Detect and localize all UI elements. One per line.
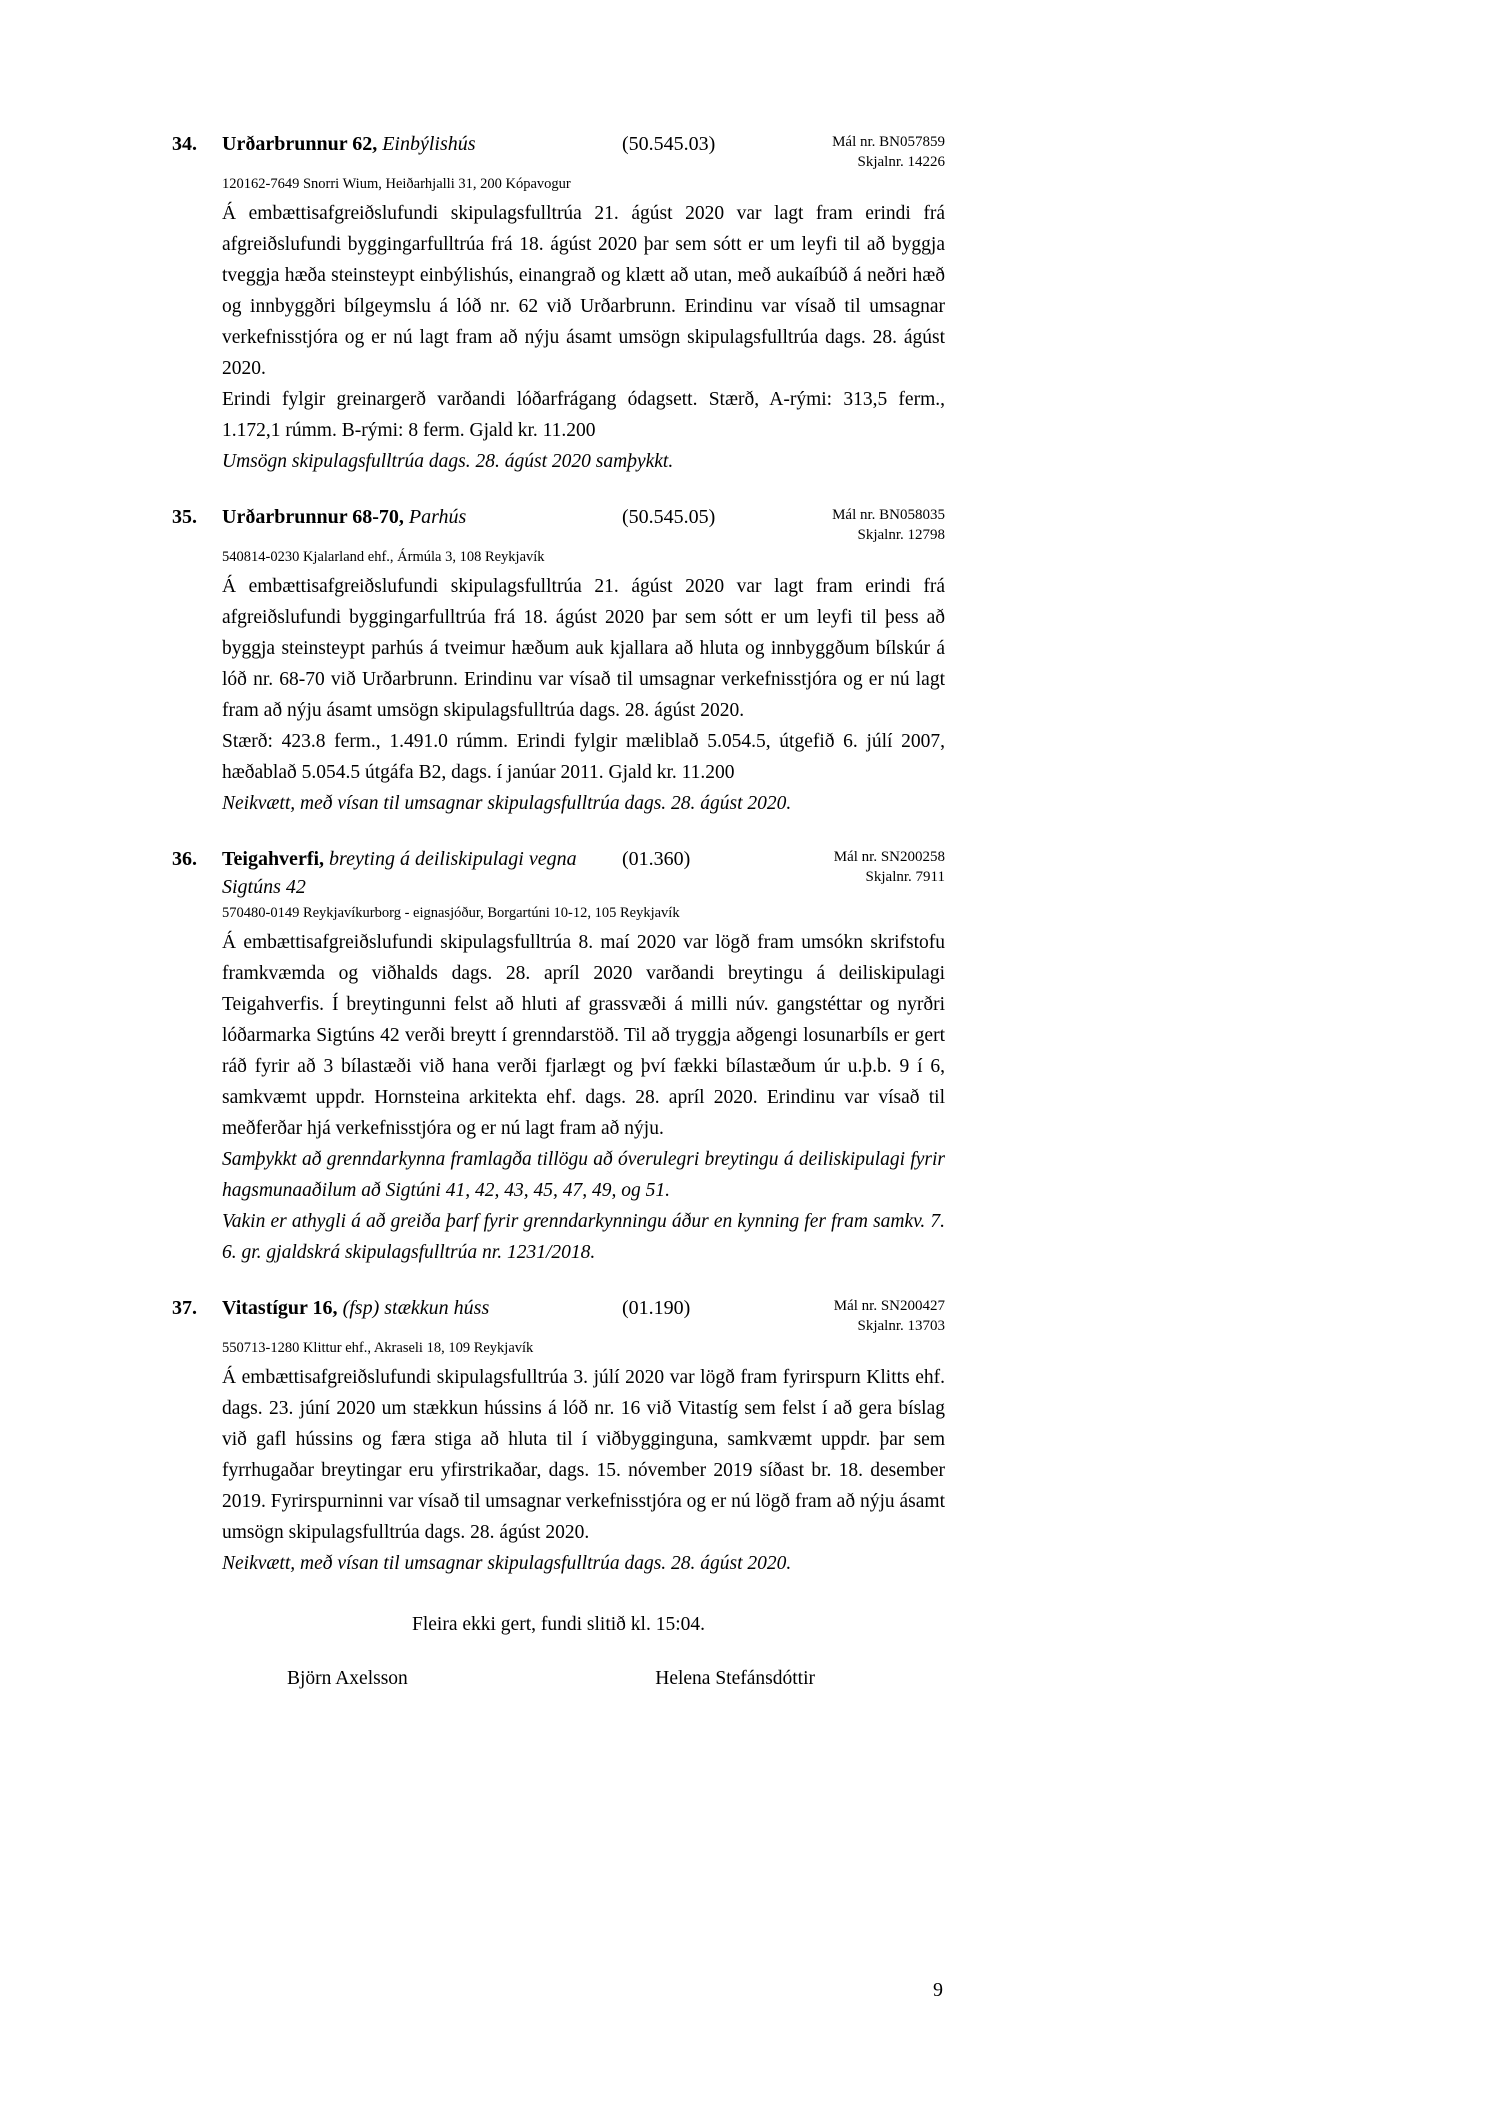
closing-line: Fleira ekki gert, fundi slitið kl. 15:04. [411, 1614, 705, 1635]
skjal-nr: Skjalnr. 12798 [857, 527, 945, 543]
body-paragraph: Á embættisafgreiðslufundi skipulagsfulltrúa 21. ágúst 2020 var lagt fram erindi frá afgreiðslufundi byggingarfulltrúa frá 18. ágúst 2020 þar sem sótt er um leyfi til að byggja tveggja hæða steinsteypt einbýlishús, einangrað og klætt að utan, með aukaíbúð á neðri hæð og innbyggðri bílgeymslu á lóð nr. 62 við Urðarbrunn. Erindinu var vísað til umsagnar verkefnisstjóra og er nú lagt fram að nýju ásamt umsögn skipulagsfulltrúa dags. 28. ágúst 2020. [222, 203, 945, 379]
case-reference [832, 130, 945, 172]
page-number: 9 [933, 1979, 943, 2001]
item-plan-code: (01.360) [622, 848, 691, 870]
item-header [222, 130, 945, 172]
body-paragraph: Á embættisafgreiðslufundi skipulagsfulltrúa 3. júlí 2020 var lögð fram fyrirspurn Klitts ehf. dags. 23. júní 2020 um stækkun hússins á lóð nr. 16 við Vitastíg sem felst í að gera bíslag við gafl hússins og færa stiga að hluta til í viðbygginguna, samkvæmt uppdr. þar sem fyrrhugaðar breytingar eru yfirstrikaðar, dags. 15. nóvember 2019 síðast br. 18. desember 2019. Fyrirspurninni var vísað til umsagnar verkefnisstjóra og er nú lögð fram að nýju ásamt umsögn skipulagsfulltrúa dags. 28. ágúst 2020. [222, 1367, 945, 1543]
skjal-nr: Skjalnr. 7911 [865, 869, 945, 885]
registrant-line: 540814-0230 Kjalarland ehf., Ármúla 3, 108 Reykjavík [222, 549, 545, 565]
item-title-address: Teigahverfi, [222, 848, 325, 870]
body-paragraph: Erindi fylgir greinargerð varðandi lóðarfrágang ódagsett. Stærð, A-rými: 313,5 ferm., 1.172,1 rúmm. B-rými: 8 ferm. Gjald kr. 11.200 [222, 389, 945, 441]
mal-nr: Mál nr. BN058035 [832, 507, 945, 523]
verdict-paragraph: Neikvætt, með vísan til umsagnar skipulagsfulltrúa dags. 28. ágúst 2020. [222, 1553, 792, 1574]
item-header [222, 503, 945, 545]
agenda-item-35 [172, 503, 945, 819]
signature-bjorn-axelsson: Björn Axelsson [287, 1668, 408, 1689]
document-content [172, 130, 945, 1694]
item-plan-code: (01.190) [622, 1297, 691, 1319]
item-title [222, 845, 622, 901]
registrant-line: 120162-7649 Snorri Wium, Heiðarhjalli 31, 200 Kópavogur [222, 176, 571, 192]
body-paragraph: Á embættisafgreiðslufundi skipulagsfulltrúa 8. maí 2020 var lögð fram umsókn skrifstofu framkvæmda og viðhalds dags. 28. apríl 2020 varðandi breytingu á deiliskipulagi Teigahverfis. Í breytingunni felst að hluti af grassvæði á milli núv. gangstéttar og nyrðri lóðarmarka Sigtúns 42 verði breytt í grenndarstöð. Til að tryggja aðgengi losunarbíls er gert ráð fyrir að 3 bílastæði við hana verði fjarlægt og því fækki bílastæðum úr u.þ.b. 9 í 6, samkvæmt uppdr. Hornsteina arkitekta ehf. dags. 28. apríl 2020. Erindinu var vísað til meðferðar hjá verkefnisstjóra og er nú lagt fram að nýju. [222, 932, 945, 1139]
item-title [222, 503, 622, 531]
mal-nr: Mál nr. SN200258 [833, 849, 945, 865]
skjal-nr: Skjalnr. 14226 [857, 154, 945, 170]
item-plan-code: (50.545.03) [622, 133, 716, 155]
registrant-line: 550713-1280 Klittur ehf., Akraseli 18, 109 Reykjavík [222, 1340, 534, 1356]
item-header [222, 1294, 945, 1336]
item-title-address: Urðarbrunnur 62, [222, 133, 378, 155]
agenda-item-36 [172, 845, 945, 1268]
verdict-paragraph: Samþykkt að grenndarkynna framlagða tillögu að óverulegri breytingu á deiliskipulagi fyrir hagsmunaaðilum að Sigtúni 41, 42, 43, 45, 47, 49, og 51. [222, 1149, 945, 1201]
item-title [222, 130, 622, 158]
item-number: 34. [172, 133, 197, 155]
item-title-address: Urðarbrunnur 68-70, [222, 506, 404, 528]
verdict-paragraph: Vakin er athygli á að greiða þarf fyrir grenndarkynningu áður en kynning fer fram samkv. 7. 6. gr. gjaldskrá skipulagsfulltrúa nr. 1231/2018. [222, 1211, 945, 1263]
body-paragraph: Á embættisafgreiðslufundi skipulagsfulltrúa 21. ágúst 2020 var lagt fram erindi frá afgreiðslufundi byggingarfulltrúa frá 18. ágúst 2020 þar sem sótt er um leyfi til þess að byggja steinsteypt parhús á tveimur hæðum auk kjallara að hluta og innbyggðum bílskúr á lóð nr. 68-70 við Urðarbrunn. Erindinu var vísað til umsagnar verkefnisstjóra og er nú lagt fram að nýju ásamt umsögn skipulagsfulltrúa dags. 28. ágúst 2020. [222, 576, 945, 721]
skjal-nr: Skjalnr. 13703 [857, 1318, 945, 1334]
item-header [222, 845, 945, 901]
agenda-item-34 [172, 130, 945, 477]
item-title-subject: breyting á deiliskipulagi vegna Sigtúns 42 [222, 848, 577, 898]
item-number: 37. [172, 1297, 197, 1319]
item-title-subject: Parhús [408, 506, 467, 528]
signature-helena-stefansdottir: Helena Stefánsdóttir [655, 1668, 815, 1689]
mal-nr: Mál nr. BN057859 [832, 134, 945, 150]
case-reference [832, 503, 945, 545]
item-number: 36. [172, 848, 197, 870]
verdict-paragraph: Neikvætt, með vísan til umsagnar skipulagsfulltrúa dags. 28. ágúst 2020. [222, 793, 792, 814]
mal-nr: Mál nr. SN200427 [833, 1298, 945, 1314]
item-number: 35. [172, 506, 197, 528]
item-plan-code: (50.545.05) [622, 506, 716, 528]
case-reference [834, 845, 945, 887]
item-title-subject: Einbýlishús [382, 133, 476, 155]
body-paragraph: Stærð: 423.8 ferm., 1.491.0 rúmm. Erindi fylgir mæliblað 5.054.5, útgefið 6. júlí 2007, hæðablað 5.054.5 útgáfa B2, dags. í janúar 2011. Gjald kr. 11.200 [222, 731, 945, 783]
verdict-paragraph: Umsögn skipulagsfulltrúa dags. 28. ágúst 2020 samþykkt. [222, 451, 674, 472]
registrant-line: 570480-0149 Reykjavíkurborg - eignasjóður, Borgartúni 10-12, 105 Reykjavík [222, 905, 680, 921]
case-reference [834, 1294, 945, 1336]
item-title-subject: (fsp) stækkun húss [342, 1297, 490, 1319]
agenda-item-37 [172, 1294, 945, 1579]
signatures-row [172, 1663, 945, 1694]
item-title [222, 1294, 622, 1322]
item-title-address: Vitastígur 16, [222, 1297, 338, 1319]
